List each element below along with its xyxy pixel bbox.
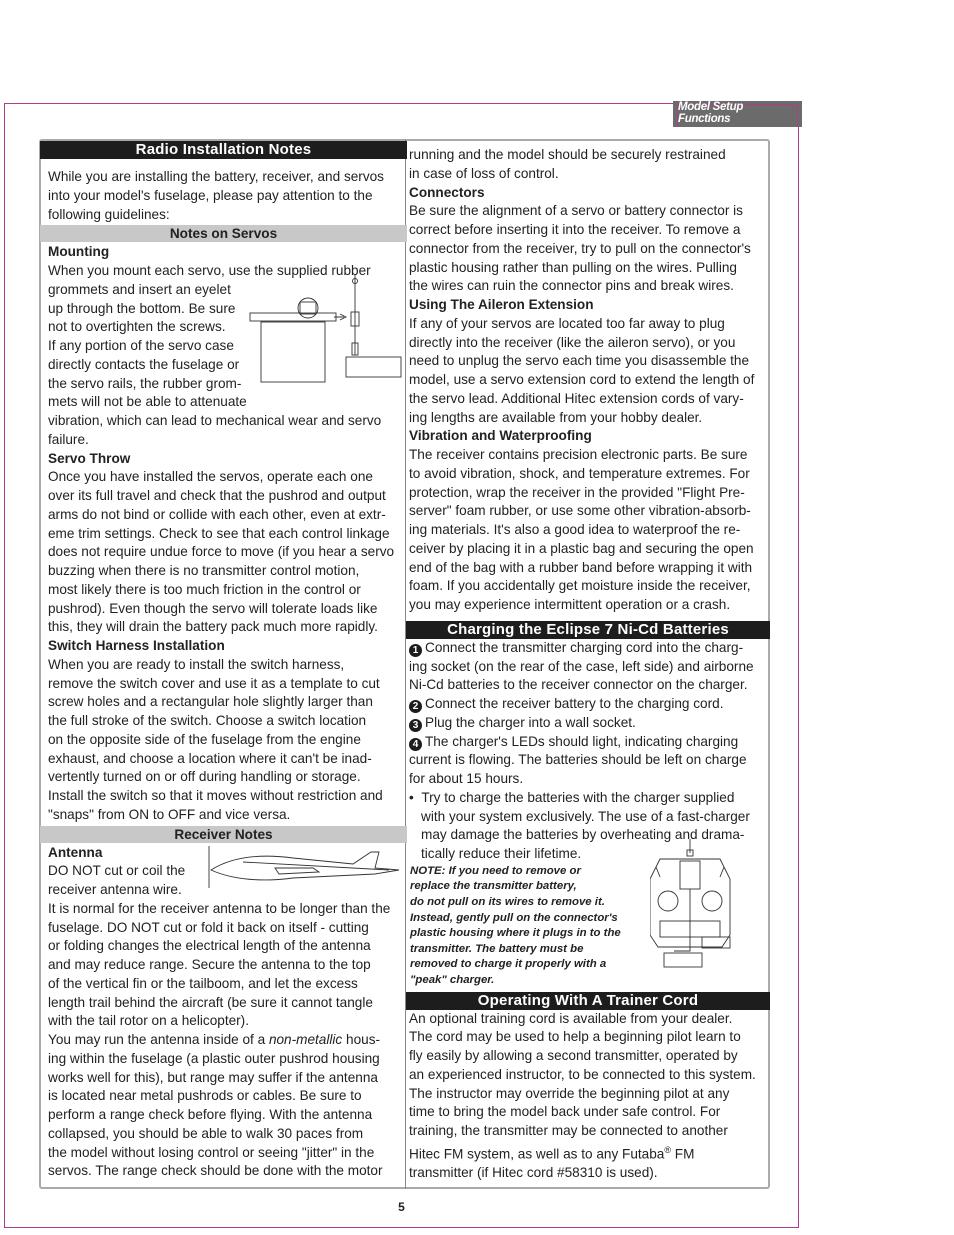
text-line: screw holes and a rectangular hole slightly larger than xyxy=(48,694,373,710)
text-line: If any portion of the servo case xyxy=(48,338,234,353)
antenna-paragraph xyxy=(48,900,406,1031)
aileron-paragraph xyxy=(409,315,769,428)
step-line xyxy=(409,639,769,658)
text-line: you may experience intermittent operation or a crash. xyxy=(409,597,731,612)
text-line: most likely there is too much friction in the control or xyxy=(48,581,361,597)
text-line: exhaust, and choose a location where it can't be inad- xyxy=(48,750,372,766)
text-line: If any of your servos are located too far away to plug xyxy=(409,315,725,331)
text-line: for about 15 hours. xyxy=(409,771,524,786)
text-line: with the tail rotor on a helicopter). xyxy=(48,1013,249,1029)
text-line: The cord may be used to help a beginning pilot learn to xyxy=(409,1029,741,1045)
text-line: receiver antenna wire. xyxy=(48,882,182,897)
heading-aileron-extension: Using The Aileron Extension xyxy=(409,297,594,312)
airplane-antenna-illustration xyxy=(203,844,403,892)
text-line: in case of loss of control. xyxy=(409,165,559,181)
section-title-radio-installation: Radio Installation Notes xyxy=(40,141,407,159)
subsection-receiver-notes: Receiver Notes xyxy=(40,826,407,843)
text-line: Ni-Cd batteries to the receiver connector on the charger. xyxy=(409,677,748,693)
servo-mounting-illustration xyxy=(248,275,408,393)
transmitter-illustration xyxy=(650,839,735,973)
text-line: or folding changes the electrical length of the antenna xyxy=(48,938,371,954)
text-line: buzzing when there is no transmitter control motion, xyxy=(48,563,360,578)
text-line: The instructor may override the beginning pilot at any xyxy=(409,1085,730,1101)
text-line: "snaps" from ON to OFF and vice versa. xyxy=(48,806,291,822)
text-line: servos. The range check should be done with the motor xyxy=(48,1163,383,1179)
text-span: Plug the charger into a wall socket. xyxy=(425,714,636,730)
text-line: eme trim settings. Check to see that each control linkage xyxy=(48,525,390,541)
step-line xyxy=(409,714,769,733)
text-line: the model without losing control or seeing "jitter" in the xyxy=(48,1144,375,1160)
note-line: transmitter. The battery must be xyxy=(410,942,584,955)
note-line: "peak" charger. xyxy=(410,973,495,986)
text-line: may damage the batteries by overheating and drama- xyxy=(421,827,745,843)
note-line: replace the transmitter battery, xyxy=(410,880,577,893)
text-line: to avoid vibration, shock, and temperature extremes. For xyxy=(409,465,750,481)
text-line: directly into the receiver (like the aileron servo), or you xyxy=(409,334,736,350)
right-column xyxy=(409,146,769,1183)
registered-mark: ® xyxy=(664,1144,671,1155)
text-line: following guidelines: xyxy=(48,206,170,222)
text-line: arms do not bind or collide with each other, even at extr- xyxy=(48,506,386,522)
text-line: remove the switch cover and use it as a template to cut xyxy=(48,675,380,691)
intro-paragraph xyxy=(48,168,406,224)
charging-steps xyxy=(409,639,769,789)
text-line: time to bring the model back under safe control. For xyxy=(409,1104,721,1120)
text-line: tically reduce their lifetime. xyxy=(421,846,582,861)
antenna-run-paragraph xyxy=(48,1031,406,1181)
text-line: foam. If you accidentally get moisture inside the receiver, xyxy=(409,578,751,594)
text-line: directly contacts the fuselage or xyxy=(48,356,240,372)
text-span: Try to charge the batteries with the charger supplied xyxy=(421,789,735,805)
emphasis-non-metallic: non-metallic xyxy=(268,1032,343,1047)
text-span: FM xyxy=(671,1146,695,1162)
text-span: You may run the antenna inside of a xyxy=(48,1032,269,1047)
text-line xyxy=(48,1031,406,1050)
text-line: this, they will drain the battery pack much more rapidly. xyxy=(48,619,378,635)
header-tab-label: Model Setup Functions xyxy=(677,104,798,127)
text-line: with your system exclusively. The use of a fast-charger xyxy=(421,808,750,824)
text-line: is located near metal pushrods or cables. Be sure to xyxy=(48,1088,362,1104)
step-number-badge: 1 xyxy=(409,644,422,657)
text-line: running and the model should be securely restrained xyxy=(409,147,726,162)
text-line: need to unplug the servo each time you disassemble the xyxy=(409,353,750,369)
servo-throw-paragraph xyxy=(48,468,406,637)
text-line: model, use a servo extension cord to extend the length of xyxy=(409,372,755,387)
text-line: ing materials. It's also a good idea to waterproof the re- xyxy=(409,522,741,537)
text-line: the wires can ruin the connector pins and break wires. xyxy=(409,278,734,294)
mounting-wrap xyxy=(48,281,406,412)
step-number-badge: 3 xyxy=(409,719,422,732)
trainer-paragraph xyxy=(409,1010,769,1183)
text-line: into your model's fuselage, please pay attention to the xyxy=(48,187,373,203)
text-line: ceiver by placing it in a plastic bag and securing the open xyxy=(409,540,754,556)
bullet-line xyxy=(409,789,769,808)
text-line: end of the bag with a rubber band before wrapping it with xyxy=(409,559,753,575)
text-line: training, the transmitter may be connected to another xyxy=(409,1123,728,1138)
text-line: over its full travel and check that the pushrod and output xyxy=(48,488,386,503)
text-span: hous- xyxy=(342,1032,381,1047)
vibration-paragraph xyxy=(409,446,769,615)
heading-switch-harness: Switch Harness Installation xyxy=(48,638,225,653)
text-line: The receiver contains precision electronic parts. Be sure xyxy=(409,447,748,462)
text-line: the servo lead. Additional Hitec extension cords of vary- xyxy=(409,390,744,406)
antenna-wrap xyxy=(48,844,406,900)
heading-vibration: Vibration and Waterproofing xyxy=(409,428,592,444)
text-line: the servo rails, the rubber grom- xyxy=(48,375,242,391)
step-line xyxy=(409,733,769,752)
text-line: not to overtighten the screws. xyxy=(48,319,226,335)
header-tab xyxy=(673,101,802,127)
heading-servo-throw: Servo Throw xyxy=(48,450,131,466)
text-line: plastic housing rather than pulling on the wires. Pulling xyxy=(409,259,737,275)
connectors-paragraph xyxy=(409,202,769,296)
step-number-badge: 4 xyxy=(409,738,422,751)
step-number-badge: 2 xyxy=(409,700,422,713)
text-line: collapsed, you should be able to walk 30 paces from xyxy=(48,1125,364,1141)
text-line: An optional training cord is available from your dealer. xyxy=(409,1010,733,1026)
text-line: It is normal for the receiver antenna to be longer than the xyxy=(48,900,391,916)
text-line: works well for this), but range may suffer if the antenna xyxy=(48,1069,378,1085)
text-line: vertently turned on or off during handling or storage. xyxy=(48,769,361,785)
text-line xyxy=(409,1141,769,1164)
text-line: While you are installing the battery, receiver, and servos xyxy=(48,169,384,184)
text-line: of the vertical fin or the tailboom, and let the excess xyxy=(48,975,358,991)
text-line: When you mount each servo, use the supplied rubber xyxy=(48,263,371,278)
text-line: and may reduce range. Secure the antenna to the top xyxy=(48,957,371,972)
heading-antenna: Antenna xyxy=(48,844,103,860)
text-line: Once you have installed the servos, operate each one xyxy=(48,469,373,485)
text-span: The charger's LEDs should light, indicating charging xyxy=(425,733,739,749)
text-span: Connect the transmitter charging cord into the charg- xyxy=(425,639,744,655)
left-column xyxy=(48,141,406,1181)
text-line: length trail behind the aircraft (be sure it cannot tangle xyxy=(48,994,373,1010)
text-line: on the opposite side of the fuselage from the engine xyxy=(48,731,361,747)
text-line: perform a range check before flying. With the antenna xyxy=(48,1107,373,1122)
text-line: the full stroke of the switch. Choose a switch location xyxy=(48,713,367,728)
text-span: Connect the receiver battery to the charging cord. xyxy=(425,696,724,711)
section-title-trainer-cord: Operating With A Trainer Cord xyxy=(406,992,770,1010)
note-line: plastic housing where it plugs in to the xyxy=(410,927,621,940)
text-line: protection, wrap the receiver in the provided "Flight Pre- xyxy=(409,484,745,500)
note-line: removed to charge it properly with a xyxy=(410,958,607,971)
text-line: fuselage. DO NOT cut or fold it back on itself - cutting xyxy=(48,919,369,935)
note-line: do not pull on its wires to remove it. xyxy=(410,895,605,908)
text-line: fly easily by allowing a second transmitter, operated by xyxy=(409,1048,738,1063)
text-span: Hitec FM system, as well as to any Futaba xyxy=(409,1146,665,1162)
text-line: ing socket (on the rear of the case, left side) and airborne xyxy=(409,658,754,674)
text-line: ing lengths are available from your hobby dealer. xyxy=(409,409,703,425)
heading-mounting: Mounting xyxy=(48,244,110,260)
text-line: When you are ready to install the switch harness, xyxy=(48,656,345,672)
text-line: an experienced instructor, to be connected to this system. xyxy=(409,1066,756,1082)
text-line: pushrod). Even though the servo will tolerate loads like xyxy=(48,600,378,616)
text-line: vibration, which can lead to mechanical wear and servo xyxy=(48,413,382,428)
text-line: ing within the fuselage (a plastic outer pushrod housing xyxy=(48,1050,380,1066)
text-line: grommets and insert an eyelet xyxy=(48,281,231,297)
switch-harness-paragraph xyxy=(48,656,406,825)
text-line: mets will not be able to attenuate xyxy=(48,394,247,410)
text-line: connector from the receiver, try to pull on the connector's xyxy=(409,240,751,256)
text-line: Install the switch so that it moves without restriction and xyxy=(48,788,383,803)
text-line: DO NOT cut or coil the xyxy=(48,863,186,879)
text-line: correct before inserting it into the receiver. To remove a xyxy=(409,222,741,237)
text-line: up through the bottom. Be sure xyxy=(48,300,236,316)
text-line: failure. xyxy=(48,431,89,447)
text-line: Be sure the alignment of a servo or battery connector is xyxy=(409,203,743,219)
section-title-charging: Charging the Eclipse 7 Ni-Cd Batteries xyxy=(406,621,770,639)
bullet-mark: • xyxy=(409,789,414,805)
step-line xyxy=(409,695,769,714)
text-line: server" foam rubber, or use some other vibration-absorb- xyxy=(409,503,751,519)
note-line: NOTE: If you need to remove or xyxy=(410,864,581,877)
bullet-note-wrap xyxy=(409,789,769,989)
text-line: does not require undue force to move (if you hear a servo xyxy=(48,544,395,560)
page-number: 5 xyxy=(398,1200,405,1214)
text-line: transmitter (if Hitec cord #58310 is used). xyxy=(409,1165,658,1181)
subsection-notes-on-servos: Notes on Servos xyxy=(40,225,407,242)
text-line: current is flowing. The batteries should be left on charge xyxy=(409,752,747,768)
heading-connectors: Connectors xyxy=(409,184,485,200)
note-line: Instead, gently pull on the connector's xyxy=(410,911,618,924)
